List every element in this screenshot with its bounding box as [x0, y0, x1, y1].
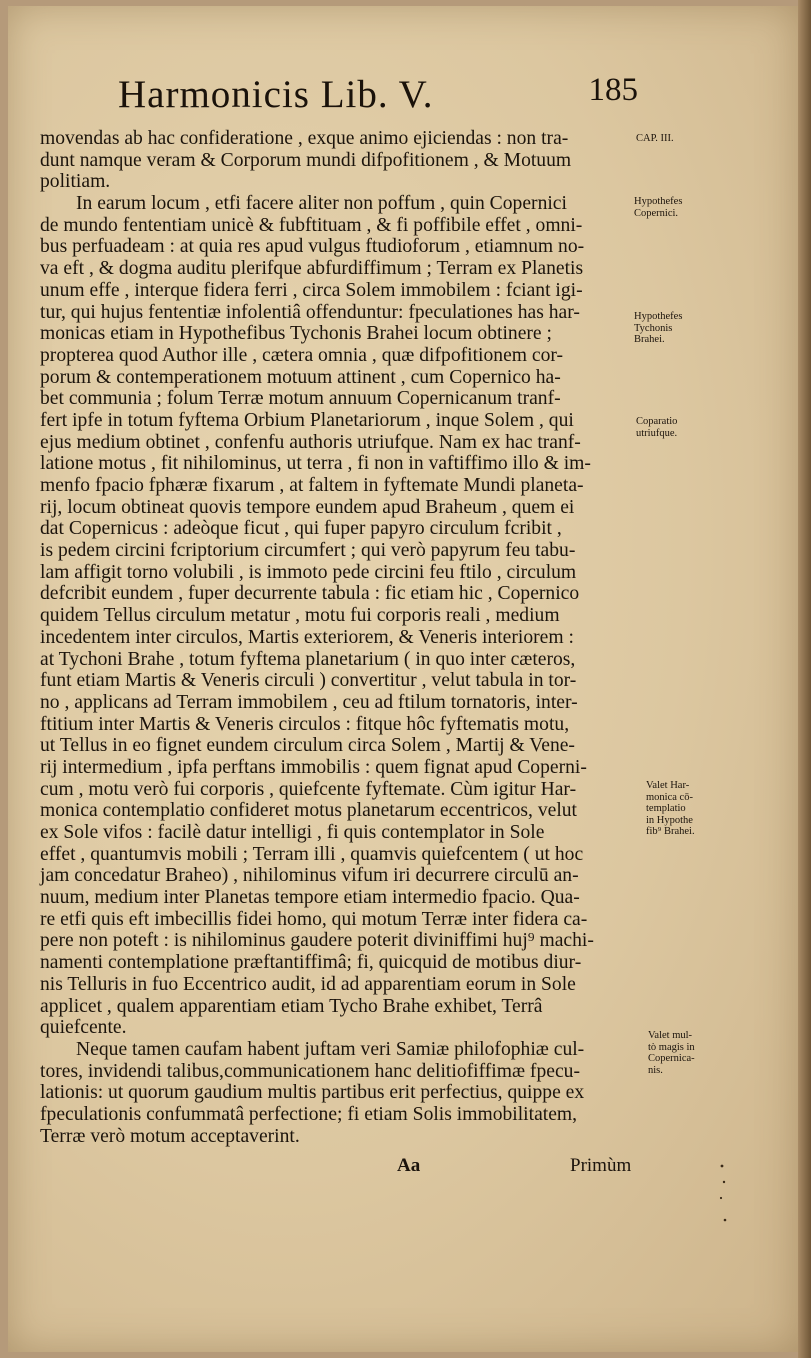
text-line: ut Tellus in eo fignet eundem circulum circa Solem , Martij & Vene-	[40, 735, 575, 757]
text-line: menfo fpacio fphæræ fixarum , at faltem in fyftemate Mundi planeta-	[40, 475, 584, 496]
margin-note-line: Coparatio	[636, 416, 678, 427]
text-line: propterea quod Author ille , cætera omnia , quæ difpofitionem cor-	[40, 344, 564, 366]
text-line: incedentem inter circulos, Martis exteriorem, & Veneris interiorem :	[40, 626, 574, 648]
running-header	[118, 72, 638, 116]
margin-note-line: in Hypothe	[646, 814, 693, 826]
margin-note-line: utriufque.	[636, 427, 678, 439]
margin-note-line: Copernica-	[648, 1053, 695, 1064]
text-line: applicet , qualem apparentiam etiam Tycho Brahe exhibet, Terrâ	[40, 995, 543, 1017]
main-text	[40, 128, 632, 1147]
text-line: de mundo fententiam unicè & fubftituam , & fi poffibile effet , omni-	[40, 214, 583, 236]
text-line: ex Sole vifos : facilè datur intelligi , fi quis contemplator in Sole	[40, 822, 545, 843]
margin-note-line: CAP. III.	[636, 133, 674, 144]
margin-note-line: Valet mul-	[648, 1030, 693, 1041]
text-line: no , applicans ad Terram immobilem , ceu ad ftilum tornatoris, inter-	[40, 691, 578, 713]
text-line: In earum locum , etfi facere aliter non poffum , quin Copernici	[76, 193, 567, 215]
catchword: Primùm	[570, 1155, 632, 1176]
text-line: jam concedatur Braheo) , nihilominus vifum iri decurrere circulū an-	[40, 865, 579, 887]
text-line: cum , motu verò fui corporis , quiefcente fyftemate. Cùm igitur Har-	[40, 778, 577, 800]
margin-note-line: fib⁹ Brahei.	[646, 826, 695, 837]
text-line: unum effe , interque fidera ferri , circa Solem immobilem : fciant igi-	[40, 279, 583, 301]
text-line: funt etiam Martis & Veneris circuli ) convertitur , velut tabula in tor-	[40, 670, 577, 692]
text-line: porum & contemperationem motuum attinent , cum Copernico ha-	[40, 366, 561, 388]
text-line: tores, invidendi talibus,communicationem hanc delitiofiffimæ fpecu-	[40, 1060, 580, 1082]
text-line: dat Copernicus : adeòque ficut , qui fuper papyro circulum fcribit ,	[40, 518, 562, 540]
text-line: defcribit eundem , fuper decurrente tabula : fic etiam hic , Copernico	[40, 583, 580, 605]
text-line: is pedem circini fcriptorium circumfert ; qui verò papyrum feu tabu-	[40, 540, 576, 562]
text-line: bus perfuadeam : at quia res apud vulgus ftudioforum , etiamnum no-	[40, 236, 585, 258]
margin-note-line: templatio	[646, 803, 686, 814]
margin-note-line: nis.	[648, 1064, 663, 1076]
margin-note-line: Brahei.	[634, 334, 665, 345]
margin-note-line: Copernici.	[634, 207, 679, 219]
text-line: nis Telluris in fuo Eccentrico audit, id ad apparentiam eorum in Sole	[40, 973, 576, 995]
text-line: at Tychoni Brahe , totum fyftema planetarium ( in quo inter cæteros,	[40, 648, 576, 670]
text-line: re etfi quis eft imbecillis fidei homo, qui motum Terræ inter fidera ca-	[40, 908, 588, 930]
text-line: politiam.	[40, 171, 111, 193]
text-line: fert ipfe in totum fyftema Orbium Planetariorum , inque Solem , qui	[40, 409, 574, 431]
text-line: tur, qui hujus fententiæ infolentiâ offenduntur: fpeculationes has har-	[40, 301, 580, 323]
text-line: quidem Tellus circulum metatur , motu fui corporis reali , medium	[40, 605, 560, 627]
page-number: 185	[588, 72, 638, 108]
text-line: ftitium inter Martis & Veneris circulos : fitque hôc fyftematis motu,	[40, 713, 570, 735]
margin-note-line: Valet Har-	[646, 780, 690, 791]
text-line: Terræ verò motum acceptaverint.	[40, 1125, 300, 1147]
text-line: namenti contemplatione præftantiffimâ; fi, quicquid de motibus diur-	[40, 952, 582, 974]
margin-note-line: Hypothefes	[634, 196, 683, 207]
text-line: lam affigit torno volubili , is immoto pede circini feu ftilo , circulum	[40, 561, 577, 583]
page-edge	[798, 0, 811, 1358]
text-line: quiefcente.	[40, 1017, 127, 1039]
text-line: lationis: ut quorum gaudium multis partibus erit perfectius, quippe ex	[40, 1082, 585, 1104]
text-line: fpeculationis confummatâ perfectione; fi etiam Solis immobilitatem,	[40, 1103, 578, 1125]
running-title: Harmonicis Lib. V.	[118, 73, 434, 116]
text-line: Neque tamen caufam habent juftam veri Samiæ philofophiæ cul-	[76, 1038, 585, 1060]
text-line: bet communia ; folum Terræ motum annuum Copernicanum tranf-	[40, 388, 561, 410]
text-line: monicas etiam in Hypothefibus Tychonis Brahei locum obtinere ;	[40, 323, 552, 345]
signature-mark: Aa	[397, 1155, 421, 1176]
margin-note-line: Tychonis	[634, 322, 673, 334]
paper-specks	[712, 1160, 732, 1230]
text-line: nuum, medium inter Planetas tempore etiam intermedio fpacio. Qua-	[40, 887, 580, 909]
text-line: monica contemplatio confideret motus planetarum eccentricos, velut	[40, 800, 578, 822]
text-line: rij intermedium , ipfa perftans immobilis : quem fignat apud Coperni-	[40, 756, 587, 778]
margin-note-line: tò magis in	[648, 1041, 695, 1053]
margin-note-line: Hypothefes	[634, 311, 683, 322]
text-line: pere non poteft : is nihilominus gaudere poterit diviniffimi huj⁹ machi-	[40, 930, 594, 952]
margin-note-line: monica cō-	[646, 791, 693, 803]
text-line: effet , quantumvis mobili ; Terram illi , quamvis quiefcentem ( ut hoc	[40, 843, 584, 865]
text-line: latione motus , fit nihilominus, ut terra , fi non in vaftiffimo illo & im-	[40, 453, 591, 475]
text-line: ejus medium obtinet , confenfu authoris utriufque. Nam ex hac tranf-	[40, 431, 581, 453]
text-line: rij, locum obtineat quovis tempore eundem apud Braheum , quem ei	[40, 496, 575, 518]
text-line: movendas ab hac confideratione , exque animo ejiciendas : non tra-	[40, 128, 569, 149]
text-line: va eft , & dogma auditu plerifque abfurdiffimum ; Terram ex Planetis	[40, 258, 584, 280]
text-line: dunt namque veram & Corporum mundi difpofitionem , & Motuum	[40, 149, 572, 171]
